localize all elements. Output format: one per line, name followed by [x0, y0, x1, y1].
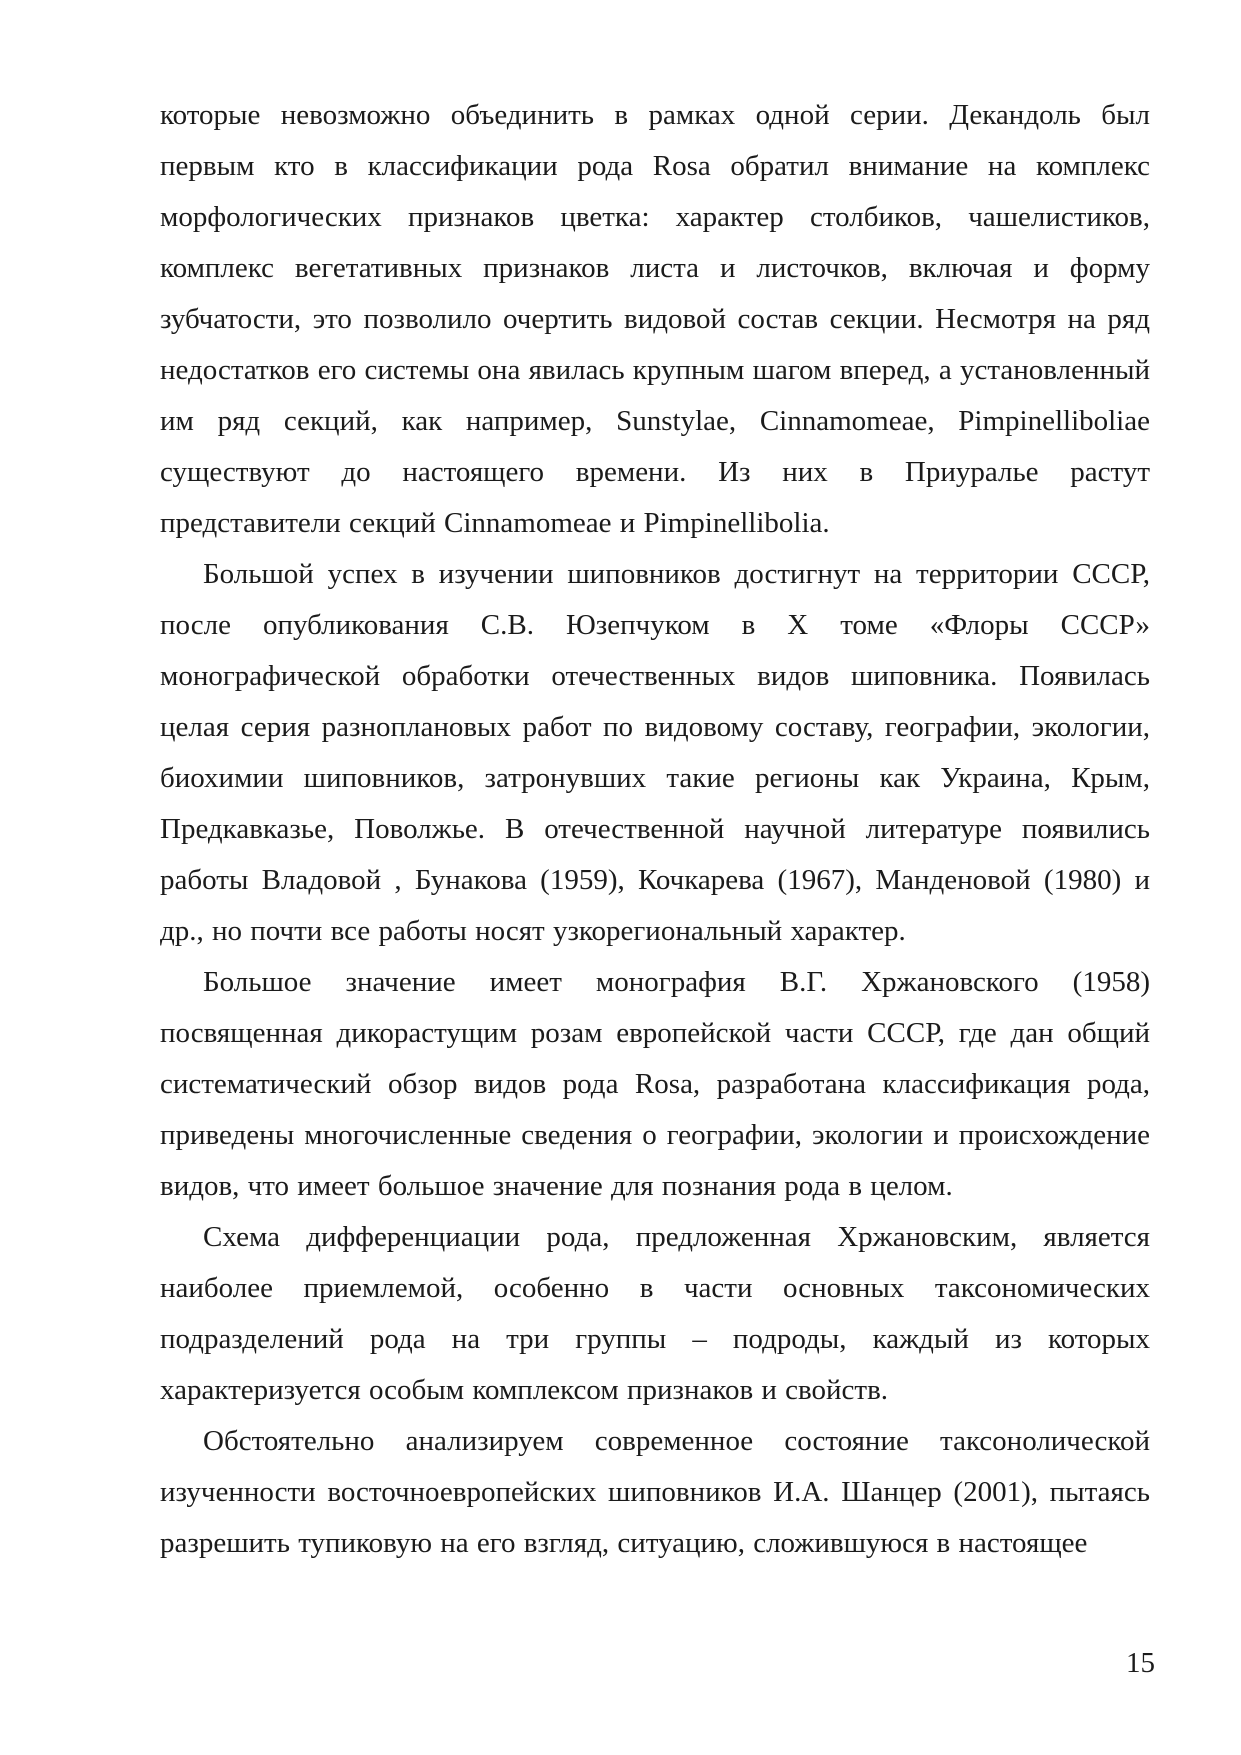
paragraph-3: Большое значение имеет монография В.Г. Хржановского (1958) посвященная дикорастущим розам европейской части СССР, где дан общий систематический обзор видов рода Rosa, разработана классификация рода, приведены многочисленные сведения о географии, экологии и происхождение видов, что имеет большое значение для познания рода в целом. [160, 966, 1150, 1202]
paragraph-4: Схема дифференциации рода, предложенная Хржановским, является наиболее приемлемой, особенно в части основных таксономических подразделений рода на три группы – подроды, каждый из которых характеризуется особым комплексом признаков и свойств. [160, 1221, 1150, 1406]
text-block [160, 90, 1150, 1569]
page-number: 15 [1126, 1647, 1155, 1679]
paragraph-2: Большой успех в изучении шиповников достигнут на территории СССР, после опубликования С.В. Юзепчуком в X томе «Флоры СССР» монографической обработки отечественных видов шиповника. Появилась целая серия разноплановых работ по видовому составу, географии, экологии, биохимии шиповников, затронувших такие регионы как Украина, Крым, Предкавказье, Поволжье. В отечественной научной литературе появились работы Владовой , Бунакова (1959), Кочкарева (1967), Манденовой (1980) и др., но почти все работы носят узкорегиональный характер. [160, 558, 1150, 947]
paragraph-1: которые невозможно объединить в рамках одной серии. Декандоль был первым кто в классификации рода Rosa обратил внимание на комплекс морфологических признаков цветка: характер столбиков, чашелистиков, комплекс вегетативных признаков листа и листочков, включая и форму зубчатости, это позволило очертить видовой состав секции. Несмотря на ряд недостатков его системы она явилась крупным шагом вперед, а установленный им ряд секций, как например, Sunstylae, Cinnamomeae, Pimpinelliboliae существуют до настоящего времени. Из них в Приуралье растут представители секций Cinnamomeae и Pimpinellibolia. [160, 99, 1151, 539]
paragraph-5: Обстоятельно анализируем современное состояние таксонолической изученности восточноевропейских шиповников И.А. Шанцер (2001), пытаясь разрешить тупиковую на его взгляд, ситуацию, сложившуюся в настоящее [160, 1425, 1150, 1559]
